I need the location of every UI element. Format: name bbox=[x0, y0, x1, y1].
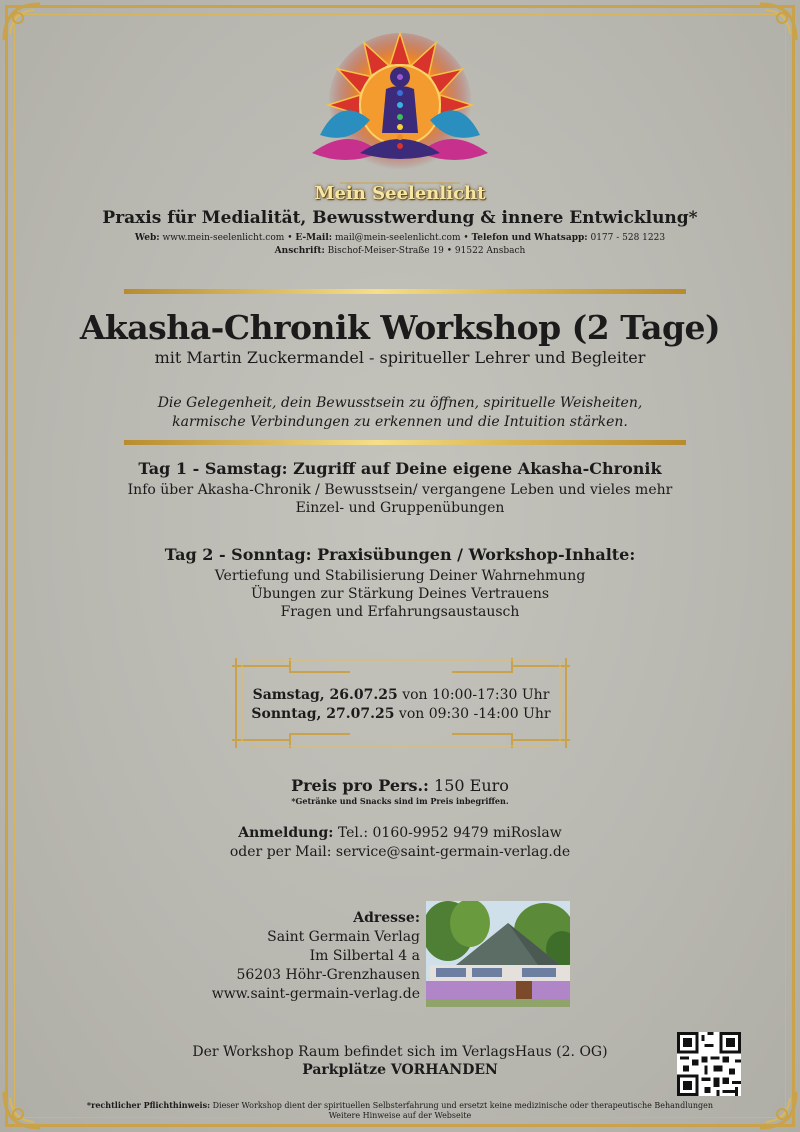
phone-label: Telefon und Whatsapp: bbox=[471, 233, 588, 243]
parking-line: Parkplätze VORHANDEN bbox=[302, 1062, 498, 1078]
date-time: von 10:00-17:30 Uhr bbox=[397, 687, 550, 703]
legal-label: *rechtlicher Pflichthinweis: bbox=[86, 1100, 211, 1110]
address-label: Anschrift: bbox=[274, 246, 325, 256]
event-dates bbox=[230, 686, 572, 724]
tagline-line: karmische Verbindungen zu erkennen und die Intuition stärken. bbox=[172, 414, 628, 430]
event-tagline bbox=[0, 394, 800, 432]
legal-line: Weitere Hinweise auf der Webseite bbox=[328, 1111, 472, 1120]
web-link[interactable]: www.mein-seelenlicht.com bbox=[159, 233, 285, 243]
practice-tagline: Praxis für Medialität, Bewusstwerdung & innere Entwicklung* bbox=[102, 208, 698, 228]
event-title: Akasha-Chronik Workshop (2 Tage) bbox=[79, 308, 721, 347]
price-value: 150 Euro bbox=[428, 776, 509, 795]
day1-line: Einzel- und Gruppenübungen bbox=[295, 500, 505, 516]
corner-ornament-icon bbox=[0, 0, 46, 46]
event-subtitle: mit Martin Zuckermandel - spiritueller Lehrer und Begleiter bbox=[154, 348, 646, 367]
contact-info bbox=[0, 232, 800, 258]
address-line: 56203 Höhr-Grenzhausen bbox=[236, 967, 420, 983]
day2-line: Fragen und Erfahrungsaustausch bbox=[280, 604, 520, 620]
venue-website-link[interactable]: www.saint-germain-verlag.de bbox=[211, 986, 420, 1002]
day1-section bbox=[0, 459, 800, 517]
email-link[interactable]: mail@mein-seelenlicht.com bbox=[332, 233, 461, 243]
address-heading: Adresse: bbox=[353, 910, 420, 926]
price-line bbox=[0, 776, 800, 795]
venue-address bbox=[180, 909, 420, 1004]
day2-section bbox=[0, 545, 800, 621]
corner-ornament-icon bbox=[754, 1086, 800, 1132]
qr-code-icon[interactable] bbox=[677, 1032, 741, 1096]
phone-number[interactable]: 0177 - 528 1223 bbox=[587, 233, 666, 243]
day1-line: Info über Akasha-Chronik / Bewusstsein/ vergangene Leben und vieles mehr bbox=[127, 482, 673, 498]
separator: • bbox=[463, 233, 472, 243]
day2-line: Vertiefung und Stabilisierung Deiner Wahrnehmung bbox=[214, 568, 586, 584]
venue-building-photo bbox=[426, 901, 570, 1007]
gold-divider bbox=[124, 440, 686, 445]
date-row bbox=[230, 705, 572, 724]
day2-line: Übungen zur Stärkung Deines Vertrauens bbox=[250, 586, 550, 602]
price-label: Preis pro Pers.: bbox=[291, 776, 429, 795]
registration-label: Anmeldung: bbox=[238, 825, 334, 841]
tagline-line: Die Gelegenheit, dein Bewusstsein zu öffnen, spirituelle Weisheiten, bbox=[157, 395, 643, 411]
legal-text: Dieser Workshop dient der spirituellen Selbsterfahrung und ersetzt keine medizinische oder therapeutische Behandlungen bbox=[210, 1101, 714, 1110]
web-label: Web: bbox=[134, 233, 160, 243]
registration-mail[interactable]: oder per Mail: service@saint-germain-verlag.de bbox=[229, 844, 571, 860]
corner-ornament-icon bbox=[0, 1086, 46, 1132]
day2-heading: Tag 2 - Sonntag: Praxisübungen / Workshop-Inhalte: bbox=[164, 545, 636, 564]
date-day: Samstag, 26.07.25 bbox=[252, 687, 398, 703]
brand-name: Mein Seelenlicht bbox=[314, 183, 486, 204]
registration-section bbox=[0, 824, 800, 862]
date-time: von 09:30 -14:00 Uhr bbox=[394, 706, 551, 722]
address-value: Bischof-Meiser-Straße 19 • 91522 Ansbach bbox=[324, 246, 526, 256]
date-day: Sonntag, 27.07.25 bbox=[251, 706, 395, 722]
email-label: E-Mail: bbox=[295, 233, 333, 243]
date-row bbox=[230, 686, 572, 705]
day1-heading: Tag 1 - Samstag: Zugriff auf Deine eigene Akasha-Chronik bbox=[138, 459, 662, 478]
gold-divider bbox=[124, 289, 686, 294]
address-line: Saint Germain Verlag bbox=[267, 929, 420, 945]
address-line: Im Silbertal 4 a bbox=[309, 948, 420, 964]
price-note: *Getränke und Snacks sind im Preis inbegriffen. bbox=[291, 796, 509, 806]
registration-phone[interactable]: Tel.: 0160-9952 9479 miRoslaw bbox=[333, 825, 562, 841]
separator: • bbox=[287, 233, 296, 243]
legal-notice bbox=[60, 1100, 740, 1121]
meditation-mandala-logo-icon bbox=[300, 25, 500, 205]
room-line: Der Workshop Raum befindet sich im VerlagsHaus (2. OG) bbox=[192, 1044, 608, 1060]
corner-ornament-icon bbox=[754, 0, 800, 46]
